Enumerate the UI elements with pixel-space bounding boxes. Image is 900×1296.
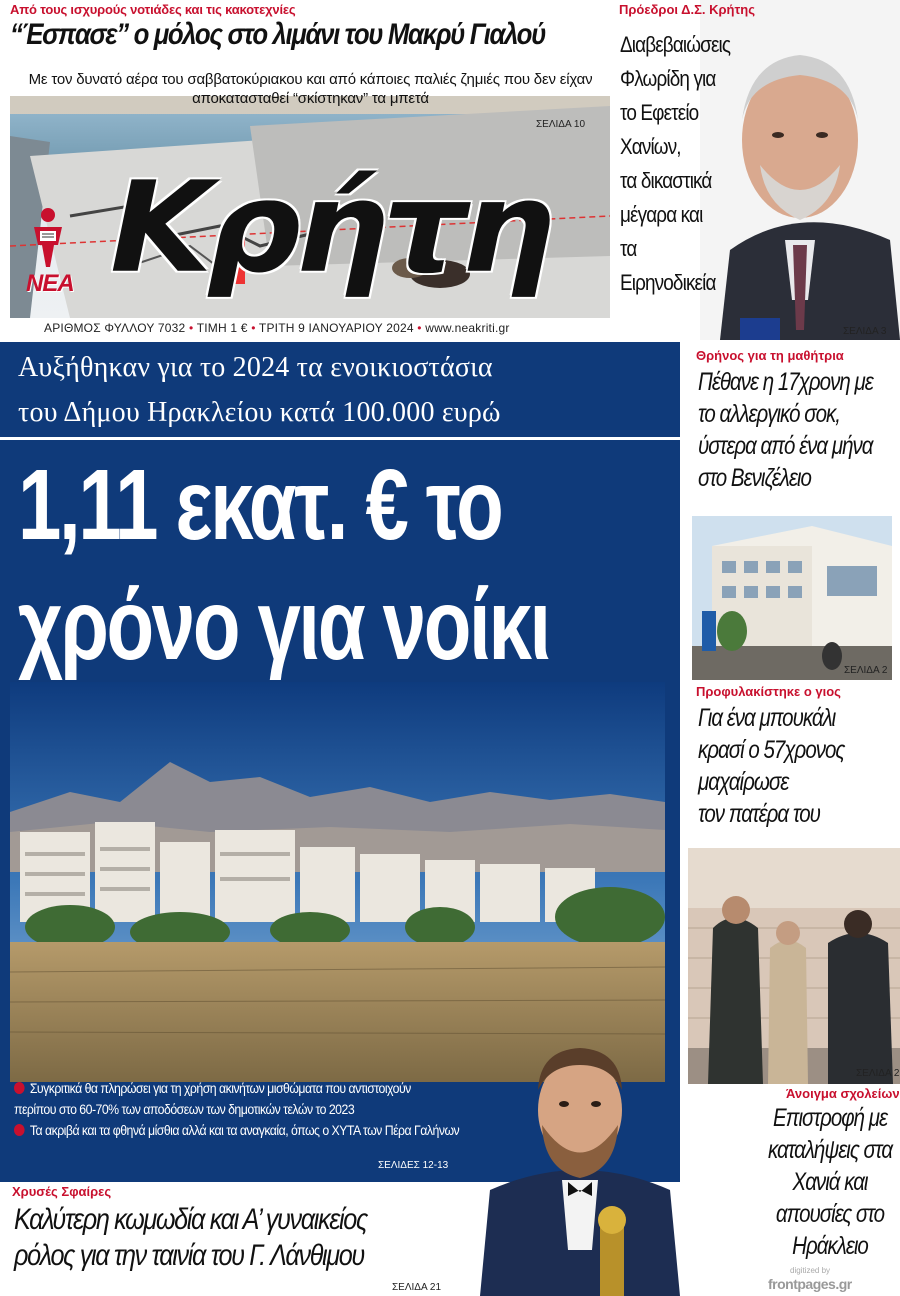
- top-right-line: Χανίων,: [620, 134, 681, 159]
- main-deck-divider: [0, 437, 680, 440]
- masthead-emblem-icon: [28, 205, 68, 273]
- bottom-story-page: ΣΕΛΙΔΑ 21: [392, 1282, 442, 1293]
- right-story-1-line: το αλλεργικό σοκ,: [698, 400, 840, 428]
- top-right-line: τα δικαστικά: [620, 168, 712, 193]
- bottom-story-kicker: Χρυσές Σφαίρες: [12, 1184, 112, 1199]
- main-story-page: ΣΕΛΙΔΕΣ 12-13: [378, 1160, 449, 1171]
- main-headline-line-2[interactable]: χρόνο για νοίκι: [18, 569, 549, 681]
- right-story-3-line: καταλήψεις στα: [768, 1136, 893, 1164]
- hospital-photo: [692, 516, 892, 680]
- main-deck-line-2: του Δήμου Ηρακλείου κατά 100.000 ευρώ: [18, 397, 501, 428]
- watermark-caption: digitized by: [790, 1266, 831, 1275]
- issue-date: ΤΡΙΤΗ 9 ΙΑΝΟΥΑΡΙΟΥ 2024: [258, 321, 414, 335]
- right-story-1-line: στο Βενιζέλειο: [698, 464, 811, 492]
- masthead-prefix: ΝΕΑ: [26, 270, 74, 297]
- issue-line: [44, 321, 510, 335]
- right-story-3-headline[interactable]: [768, 1102, 892, 1262]
- right-story-2-headline[interactable]: [698, 702, 844, 830]
- main-deck-line-1: Αυξήθηκαν για το 2024 τα ενοικιοστάσια: [18, 352, 493, 383]
- watermark-brand: frontpages.gr: [768, 1276, 852, 1292]
- masthead-logo[interactable]: Κρήτη: [110, 154, 549, 302]
- right-story-2-line: Για ένα μπουκάλι: [698, 704, 836, 732]
- top-right-headline[interactable]: [620, 28, 732, 300]
- main-bullet-1: Συγκριτικά θα πληρώσει για τη χρήση ακινήτων μισθώματα που αντιστοιχούν: [14, 1078, 454, 1099]
- right-story-1-headline[interactable]: [698, 366, 873, 494]
- right-story-2-line: μαχαίρωσε: [698, 768, 789, 796]
- issue-separator: •: [417, 321, 422, 335]
- top-story-kicker: Από τους ισχυρούς νοτιάδες και τις κακοτεχνίες: [10, 2, 296, 17]
- right-story-1-page: ΣΕΛΙΔΑ 2: [844, 665, 888, 676]
- top-story-subtitle: Με τον δυνατό αέρα του σαββατοκύριακου και από κάποιες παλιές ζημιές που δεν είχαν αποκατασταθεί “σκίστηκαν” τα μπετά: [28, 71, 593, 107]
- main-headline-line-1[interactable]: 1,11 εκατ. € το: [18, 449, 502, 561]
- main-bullet-2: Τα ακριβά και τα φθηνά μίσθια αλλά και τα αναγκαία, όπως ο ΧΥΤΑ των Πέρα Γαλήνων: [14, 1120, 454, 1141]
- right-story-1-line: ύστερα από ένα μήνα: [698, 432, 873, 460]
- top-right-line: Φλωρίδη για: [620, 66, 716, 91]
- issue-separator: •: [188, 321, 194, 335]
- right-story-1-line: Πέθανε η 17χρονη με: [698, 368, 873, 396]
- right-story-3-line: απουσίες στο: [775, 1200, 885, 1228]
- top-right-line: Διαβεβαιώσεις: [620, 32, 731, 57]
- bottom-story-headline[interactable]: [14, 1202, 367, 1274]
- top-right-kicker: Πρόεδροι Δ.Σ. Κρήτης: [619, 2, 756, 17]
- right-story-2-line: τον πατέρα του: [698, 800, 820, 828]
- right-story-3-kicker: Άνοιγμα σχολείων: [786, 1086, 900, 1101]
- top-right-line: το Εφετείο: [620, 100, 699, 125]
- right-story-3-line: Επιστροφή με: [773, 1104, 888, 1132]
- bullet-dot-icon: [14, 1082, 25, 1094]
- top-story-headline[interactable]: “Έσπασε” ο μόλος στο λιμάνι του Μακρύ Γιαλού: [10, 18, 545, 51]
- arrest-photo: [688, 848, 900, 1084]
- right-story-2-kicker: Προφυλακίστηκε ο γιος: [696, 684, 841, 699]
- top-right-line: μέγαρα και: [620, 202, 703, 227]
- right-story-1-kicker: Θρήνος για τη μαθήτρια: [696, 348, 844, 363]
- lanthimos-photo: [480, 1020, 680, 1296]
- top-right-line: τα Ειρηνοδικεία: [620, 236, 716, 295]
- right-story-2-line: κρασί ο 57χρονος: [698, 736, 845, 764]
- right-story-2-page: ΣΕΛΙΔΑ 2: [856, 1068, 900, 1079]
- bottom-story-line-1: Καλύτερη κωμωδία και Α’ γυναικείος: [14, 1203, 367, 1236]
- bottom-story-line-2: ρόλος για την ταινία του Γ. Λάνθιμου: [14, 1239, 364, 1272]
- top-story-page: ΣΕΛΙΔΑ 10: [536, 119, 586, 130]
- website-link[interactable]: www.neakriti.gr: [425, 321, 510, 335]
- issue-price: ΤΙΜΗ 1 €: [196, 321, 248, 335]
- main-bullet-1-continued: περίπου στο 60-70% των αποδόσεων των δημοτικών τελών το 2023: [14, 1101, 355, 1117]
- issue-number: ΑΡΙΘΜΟΣ ΦΥΛΛΟΥ 7032: [44, 321, 186, 335]
- issue-separator: •: [251, 321, 256, 335]
- top-right-page: ΣΕΛΙΔΑ 3: [843, 326, 887, 337]
- bullet-dot-icon: [14, 1124, 25, 1136]
- right-story-3-line: Χανιά και: [792, 1168, 868, 1196]
- right-story-3-line: Ηράκλειο: [792, 1232, 868, 1260]
- main-bullets: [14, 1078, 514, 1141]
